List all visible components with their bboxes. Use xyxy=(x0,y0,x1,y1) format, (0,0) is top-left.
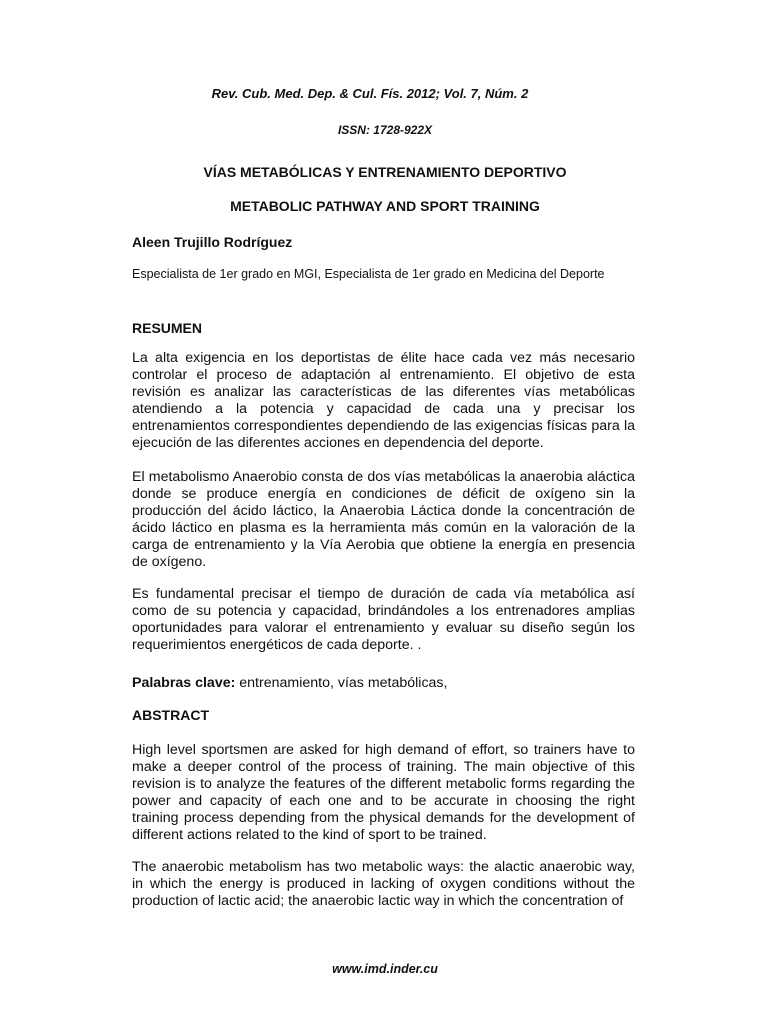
issn-number: ISSN: 1728-922X xyxy=(337,123,433,137)
title-english: METABOLIC PATHWAY AND SPORT TRAINING xyxy=(230,198,540,214)
keywords-line xyxy=(132,675,447,691)
footer-website[interactable]: www.imd.inder.cu xyxy=(332,962,438,976)
journal-citation: Rev. Cub. Med. Dep. & Cul. Fís. 2012; Vol. 7, Núm. 2 xyxy=(211,86,529,101)
keywords-label: Palabras clave: xyxy=(132,675,236,691)
author-name: Aleen Trujillo Rodríguez xyxy=(132,234,293,250)
resumen-paragraph-3: Es fundamental precisar el tiempo de duración de cada vía metabólica así como de su potencia y capacidad, brindándoles a los entrenadores amplias oportunidades para valorar el entrenamiento y evaluar su diseño según los requerimientos energéticos de cada deporte. . xyxy=(132,586,635,654)
author-affiliation: Especialista de 1er grado en MGI, Especialista de 1er grado en Medicina del Deporte xyxy=(132,267,605,281)
abstract-heading: ABSTRACT xyxy=(132,707,209,723)
resumen-paragraph-1: La alta exigencia en los deportistas de élite hace cada vez más necesario controlar el proceso de adaptación al entrenamiento. El objetivo de esta revisión es analizar las características de las diferentes vías metabólicas atendiendo a la potencia y capacidad de cada una y precisar los entrenamientos correspondientes dependiendo de las exigencias físicas para la ejecución de las diferentes acciones en dependencia del deporte. xyxy=(132,350,635,452)
resumen-heading: RESUMEN xyxy=(132,320,203,336)
title-spanish: VÍAS METABÓLICAS Y ENTRENAMIENTO DEPORTIVO xyxy=(203,164,567,180)
keywords-text: entrenamiento, vías metabólicas, xyxy=(235,675,448,691)
resumen-paragraph-2: El metabolismo Anaerobio consta de dos vías metabólicas la anaerobia aláctica donde se produce energía en condiciones de déficit de oxígeno sin la producción del ácido láctico, la Anaerobia Láctica donde la concentración de ácido láctico en plasma es la herramienta más común en la valoración de la carga de entrenamiento y la Vía Aerobia que obtiene la energía en presencia de oxígeno. xyxy=(132,469,635,571)
abstract-paragraph-1: High level sportsmen are asked for high demand of effort, so trainers have to make a deeper control of the process of training. The main objective of this revision is to analyze the features of the different metabolic forms regarding the power and capacity of each one and to be accurate in choosing the right training process depending from the physical demands for the development of different actions related to the kind of sport to be trained. xyxy=(132,742,635,844)
abstract-paragraph-2: The anaerobic metabolism has two metabolic ways: the alactic anaerobic way, in which the energy is produced in lacking of oxygen conditions without the production of lactic acid; the anaerobic lactic way in which the concentration of xyxy=(132,859,635,910)
